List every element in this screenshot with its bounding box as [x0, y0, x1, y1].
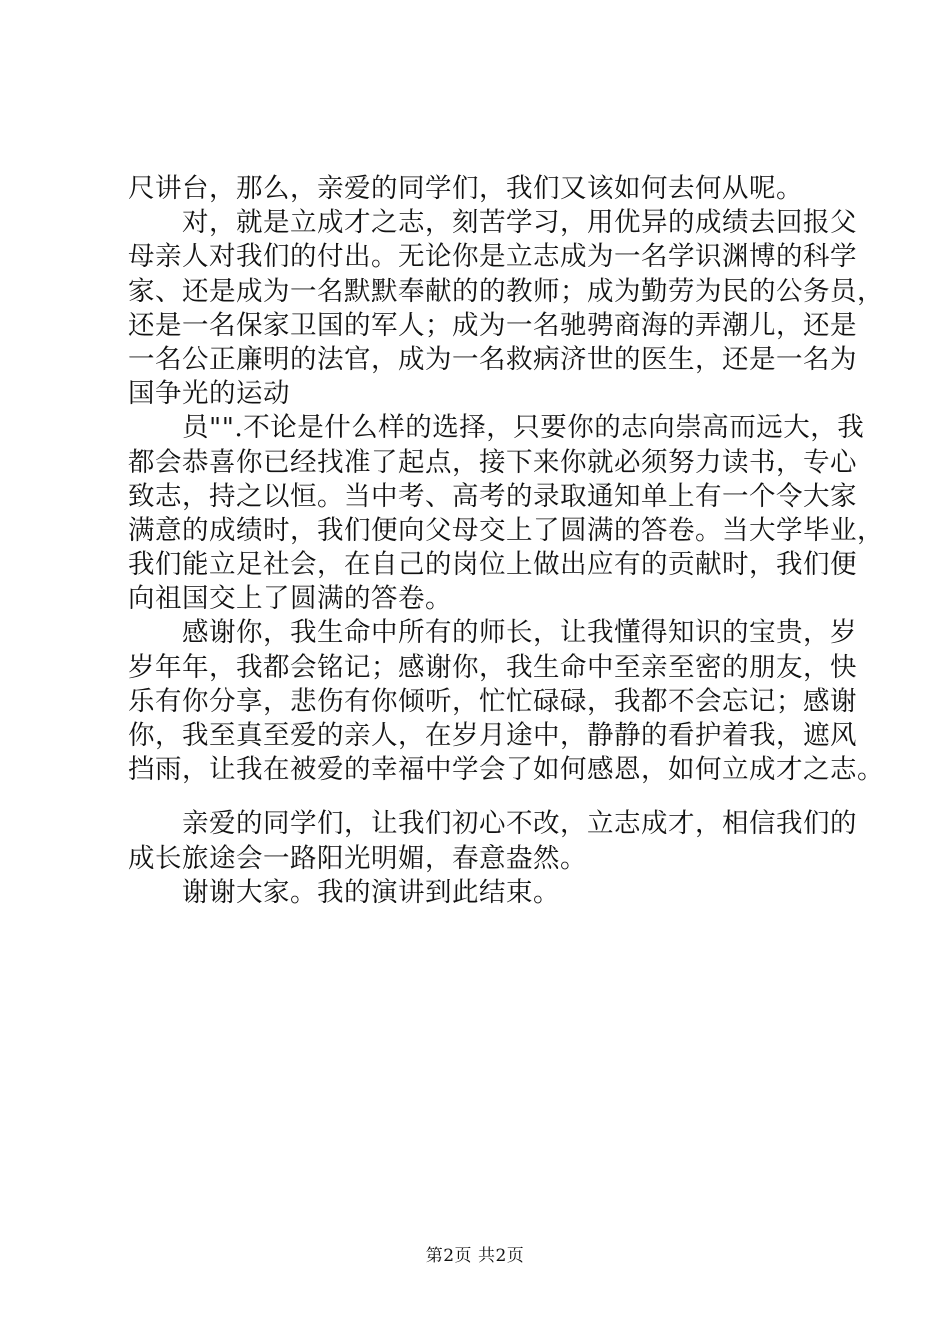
text-line: 员"".不论是什么样的选择，只要你的志向崇高而远大，我	[182, 412, 865, 444]
text-line: 谢谢大家。我的演讲到此结束。	[182, 876, 560, 908]
text-line: 我们能立足社会，在自己的岗位上做出应有的贡献时，我们便	[128, 549, 857, 581]
text-line: 乐有你分享，悲伤有你倾听，忙忙碌碌，我都不会忘记；感谢	[128, 685, 857, 717]
text-line: 尺讲台，那么，亲爱的同学们，我们又该如何去何从呢。	[128, 173, 803, 204]
text-line: 挡雨，让我在被爱的幸福中学会了如何感恩，如何立成才之志。	[128, 754, 884, 786]
text-line: 成长旅途会一路阳光明媚，春意盎然。	[128, 842, 587, 874]
text-line: 感谢你，我生命中所有的师长，让我懂得知识的宝贵，岁	[182, 617, 857, 649]
page-number-footer: 第2页 共2页	[425, 1246, 525, 1266]
text-line: 致志，持之以恒。当中考、高考的录取通知单上有一个令大家	[128, 480, 857, 512]
text-line: 亲爱的同学们，让我们初心不改，立志成才，相信我们的	[182, 808, 857, 840]
text-line: 满意的成绩时，我们便向父母交上了圆满的答卷。当大学毕业，	[128, 514, 884, 546]
text-line: 一名公正廉明的法官，成为一名救病济世的医生，还是一名为	[128, 343, 857, 375]
paragraph-gap	[128, 787, 840, 807]
text-line: 国争光的运动	[128, 378, 290, 410]
text-line: 向祖国交上了圆满的答卷。	[128, 583, 452, 615]
text-line: 你，我至真至爱的亲人，在岁月途中，静静的看护着我，遮风	[128, 720, 857, 751]
text-line: 还是一名保家卫国的军人；成为一名驰骋商海的弄潮儿，还是	[128, 309, 857, 341]
text-line: 母亲人对我们的付出。无论你是立志成为一名学识渊博的科学	[128, 241, 857, 273]
text-line: 岁年年，我都会铭记；感谢你，我生命中至亲至密的朋友，快	[128, 651, 857, 683]
text-line: 都会恭喜你已经找准了起点，接下来你就必须努力读书，专心	[128, 446, 857, 478]
speech-body-text	[128, 172, 884, 910]
text-line: 家、还是成为一名默默奉献的的教师；成为勤劳为民的公务员，	[128, 275, 884, 307]
text-line: 对，就是立成才之志，刻苦学习，用优异的成绩去回报父	[182, 207, 857, 239]
